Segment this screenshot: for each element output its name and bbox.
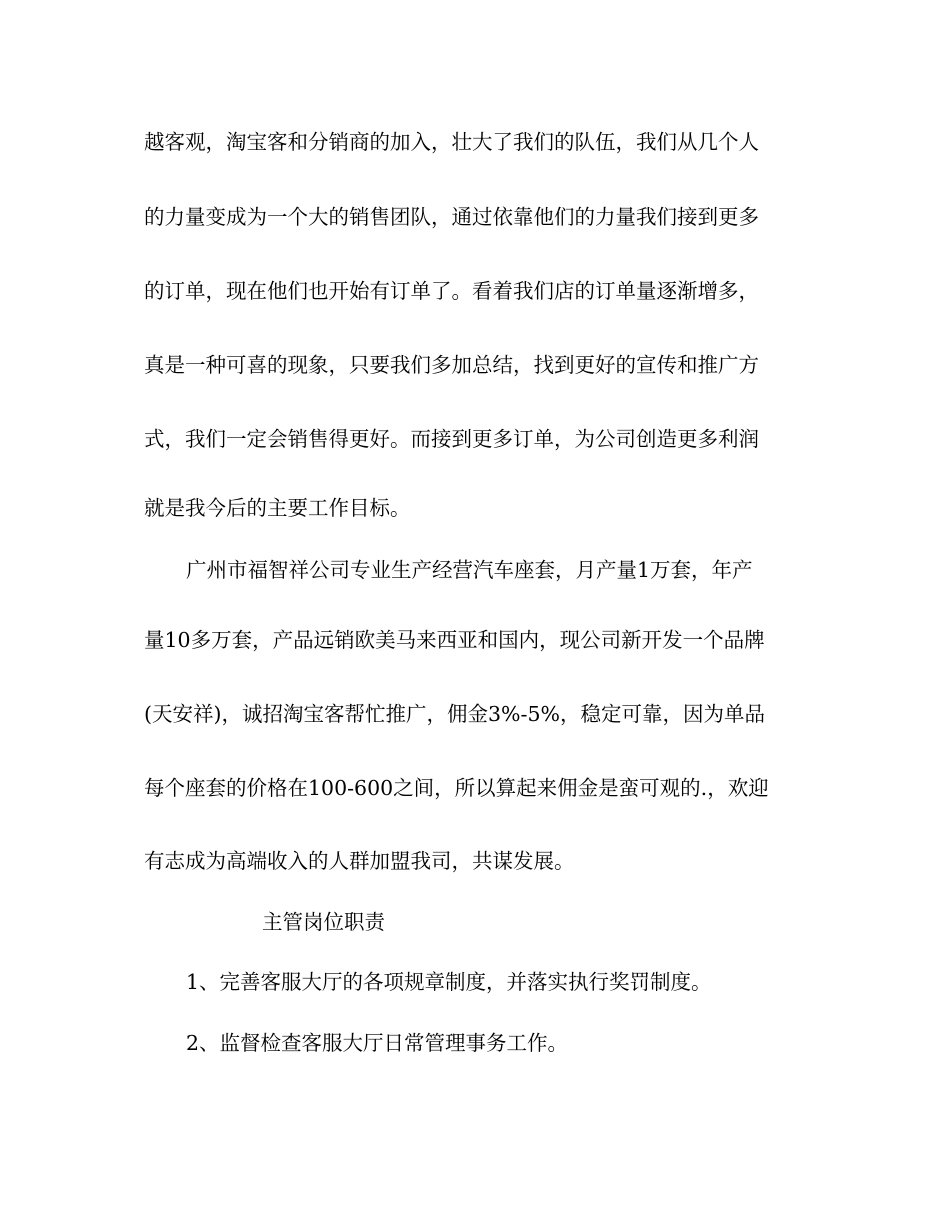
paragraph-line: 真是一种可喜的现象，只要我们多加总结，找到更好的宣传和推广方 bbox=[144, 353, 759, 377]
paragraph-line: 就是我今后的主要工作目标。 bbox=[144, 496, 411, 520]
paragraph-line: 量10多万套，产品远销欧美马来西亚和国内，现公司新开发一个品牌 bbox=[144, 628, 765, 652]
section-heading: 主管岗位职责 bbox=[262, 910, 385, 934]
paragraph-line: 广州市福智祥公司专业生产经营汽车座套，月产量1万套，年产 bbox=[186, 558, 753, 582]
paragraph-line: 有志成为高端收入的人群加盟我司，共谋发展。 bbox=[144, 849, 575, 873]
paragraph-line: 的力量变成为一个大的销售团队，通过依靠他们的力量我们接到更多 bbox=[144, 205, 759, 229]
paragraph-line: 的订单，现在他们也开始有订单了。看着我们店的订单量逐渐增多， bbox=[144, 279, 759, 303]
list-item: 2、监督检查客服大厅日常管理事务工作。 bbox=[186, 1031, 569, 1055]
list-item: 1、完善客服大厅的各项规章制度，并落实执行奖罚制度。 bbox=[186, 970, 712, 994]
paragraph-line: 式，我们一定会销售得更好。而接到更多订单，为公司创造更多利润 bbox=[144, 427, 759, 451]
paragraph-line: 越客观，淘宝客和分销商的加入，壮大了我们的队伍，我们从几个人 bbox=[144, 130, 759, 154]
paragraph-line: (天安祥)，诚招淘宝客帮忙推广，佣金3%-5%，稳定可靠，因为单品 bbox=[144, 702, 765, 726]
paragraph-line: 每个座套的价格在100-600之间，所以算起来佣金是蛮可观的.，欢迎 bbox=[144, 776, 769, 800]
